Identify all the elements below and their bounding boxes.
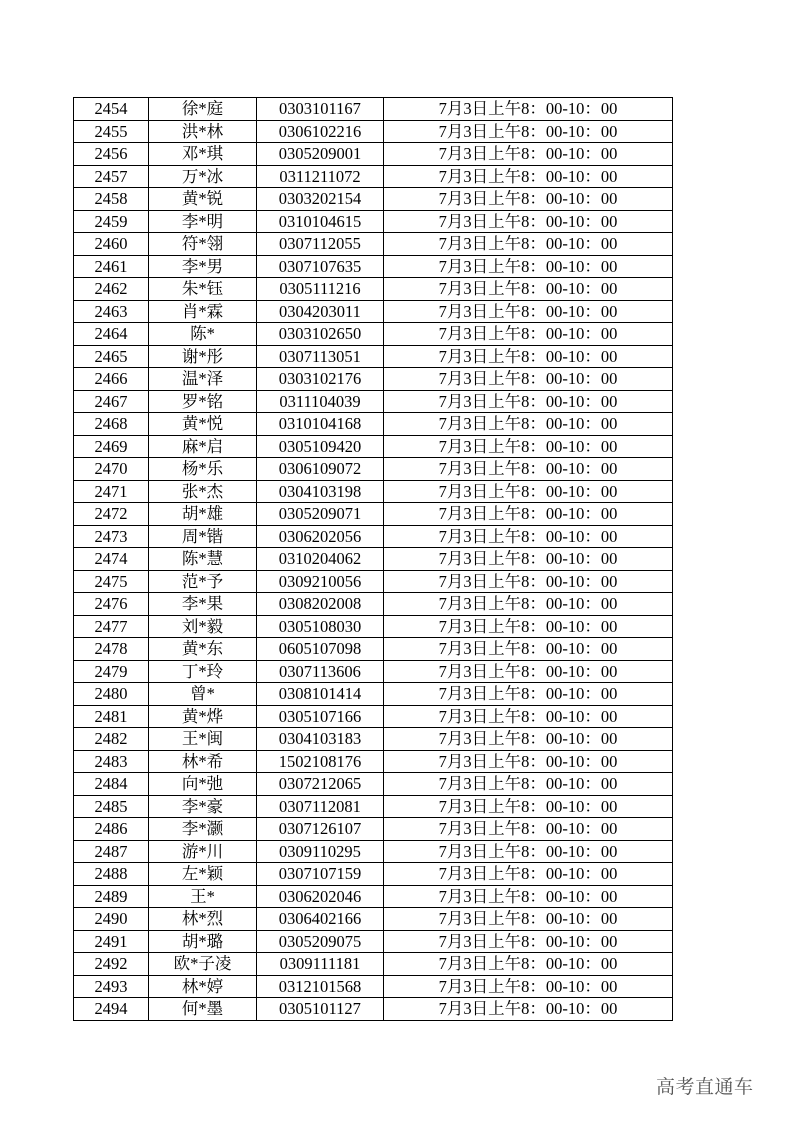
student-name-cell: 麻*启 [149, 435, 257, 458]
watermark-text: 高考直通车 [656, 1076, 754, 1098]
row-number-cell: 2470 [74, 458, 149, 481]
table-row [74, 345, 673, 368]
exam-time-cell: 7月3日上午8：00-10：00 [384, 503, 673, 526]
exam-time-cell: 7月3日上午8：00-10：00 [384, 233, 673, 256]
exam-time-cell: 7月3日上午8：00-10：00 [384, 773, 673, 796]
student-id-cell: 0304103198 [257, 480, 384, 503]
table-row [74, 705, 673, 728]
student-id-cell: 0307212065 [257, 773, 384, 796]
exam-time-cell: 7月3日上午8：00-10：00 [384, 908, 673, 931]
row-number-cell: 2472 [74, 503, 149, 526]
exam-time-cell: 7月3日上午8：00-10：00 [384, 390, 673, 413]
row-number-cell: 2468 [74, 413, 149, 436]
student-id-cell: 0305101127 [257, 998, 384, 1021]
table-row [74, 255, 673, 278]
row-number-cell: 2487 [74, 840, 149, 863]
student-name-cell: 向*弛 [149, 773, 257, 796]
student-name-cell: 林*婷 [149, 975, 257, 998]
student-name-cell: 黄*悦 [149, 413, 257, 436]
row-number-cell: 2491 [74, 930, 149, 953]
exam-time-cell: 7月3日上午8：00-10：00 [384, 750, 673, 773]
table-row [74, 278, 673, 301]
student-name-cell: 李*明 [149, 210, 257, 233]
exam-time-cell: 7月3日上午8：00-10：00 [384, 323, 673, 346]
student-name-cell: 朱*钰 [149, 278, 257, 301]
row-number-cell: 2463 [74, 300, 149, 323]
row-number-cell: 2466 [74, 368, 149, 391]
exam-time-cell: 7月3日上午8：00-10：00 [384, 683, 673, 706]
table-row [74, 863, 673, 886]
table-row [74, 413, 673, 436]
student-name-cell: 李*豪 [149, 795, 257, 818]
student-id-cell: 0305209075 [257, 930, 384, 953]
student-name-cell: 符*翎 [149, 233, 257, 256]
exam-time-cell: 7月3日上午8：00-10：00 [384, 728, 673, 751]
exam-time-cell: 7月3日上午8：00-10：00 [384, 300, 673, 323]
student-id-cell: 0311211072 [257, 165, 384, 188]
student-id-cell: 0307112055 [257, 233, 384, 256]
table-row [74, 300, 673, 323]
table-row [74, 165, 673, 188]
row-number-cell: 2483 [74, 750, 149, 773]
row-number-cell: 2477 [74, 615, 149, 638]
student-id-cell: 0306109072 [257, 458, 384, 481]
exam-time-cell: 7月3日上午8：00-10：00 [384, 210, 673, 233]
table-row [74, 638, 673, 661]
row-number-cell: 2460 [74, 233, 149, 256]
exam-time-cell: 7月3日上午8：00-10：00 [384, 278, 673, 301]
exam-time-cell: 7月3日上午8：00-10：00 [384, 120, 673, 143]
student-name-cell: 范*予 [149, 570, 257, 593]
table-row [74, 480, 673, 503]
exam-time-cell: 7月3日上午8：00-10：00 [384, 570, 673, 593]
student-id-cell: 0304103183 [257, 728, 384, 751]
student-name-cell: 陈* [149, 323, 257, 346]
row-number-cell: 2480 [74, 683, 149, 706]
exam-time-cell: 7月3日上午8：00-10：00 [384, 413, 673, 436]
table-row [74, 435, 673, 458]
table-row [74, 503, 673, 526]
row-number-cell: 2488 [74, 863, 149, 886]
student-name-cell: 黄*锐 [149, 188, 257, 211]
exam-schedule-table [73, 97, 673, 1021]
student-id-cell: 0306402166 [257, 908, 384, 931]
student-name-cell: 林*烈 [149, 908, 257, 931]
student-name-cell: 李*男 [149, 255, 257, 278]
student-id-cell: 0311104039 [257, 390, 384, 413]
row-number-cell: 2457 [74, 165, 149, 188]
exam-time-cell: 7月3日上午8：00-10：00 [384, 795, 673, 818]
table-row [74, 750, 673, 773]
student-name-cell: 王*闽 [149, 728, 257, 751]
table-row [74, 728, 673, 751]
table-row [74, 458, 673, 481]
student-id-cell: 0310104168 [257, 413, 384, 436]
row-number-cell: 2493 [74, 975, 149, 998]
row-number-cell: 2454 [74, 98, 149, 121]
row-number-cell: 2473 [74, 525, 149, 548]
row-number-cell: 2490 [74, 908, 149, 931]
student-name-cell: 徐*庭 [149, 98, 257, 121]
table-row [74, 143, 673, 166]
table-row [74, 233, 673, 256]
row-number-cell: 2492 [74, 953, 149, 976]
table-row [74, 548, 673, 571]
table-row [74, 98, 673, 121]
row-number-cell: 2489 [74, 885, 149, 908]
row-number-cell: 2467 [74, 390, 149, 413]
row-number-cell: 2471 [74, 480, 149, 503]
row-number-cell: 2475 [74, 570, 149, 593]
exam-time-cell: 7月3日上午8：00-10：00 [384, 188, 673, 211]
exam-time-cell: 7月3日上午8：00-10：00 [384, 660, 673, 683]
row-number-cell: 2485 [74, 795, 149, 818]
table-row [74, 840, 673, 863]
student-name-cell: 李*灏 [149, 818, 257, 841]
exam-time-cell: 7月3日上午8：00-10：00 [384, 458, 673, 481]
table-row [74, 120, 673, 143]
student-id-cell: 0309110295 [257, 840, 384, 863]
table-row [74, 683, 673, 706]
student-id-cell: 0305107166 [257, 705, 384, 728]
table-body [74, 98, 673, 1021]
exam-time-cell: 7月3日上午8：00-10：00 [384, 165, 673, 188]
student-name-cell: 王* [149, 885, 257, 908]
table-row [74, 660, 673, 683]
student-id-cell: 0308101414 [257, 683, 384, 706]
student-id-cell: 0307112081 [257, 795, 384, 818]
student-name-cell: 黄*烨 [149, 705, 257, 728]
row-number-cell: 2464 [74, 323, 149, 346]
student-id-cell: 0303202154 [257, 188, 384, 211]
student-id-cell: 0307113606 [257, 660, 384, 683]
student-name-cell: 丁*玲 [149, 660, 257, 683]
row-number-cell: 2456 [74, 143, 149, 166]
table-row [74, 188, 673, 211]
student-name-cell: 胡*雄 [149, 503, 257, 526]
student-name-cell: 谢*彤 [149, 345, 257, 368]
row-number-cell: 2461 [74, 255, 149, 278]
row-number-cell: 2465 [74, 345, 149, 368]
student-name-cell: 左*颖 [149, 863, 257, 886]
row-number-cell: 2494 [74, 998, 149, 1021]
exam-time-cell: 7月3日上午8：00-10：00 [384, 368, 673, 391]
student-id-cell: 0310204062 [257, 548, 384, 571]
row-number-cell: 2462 [74, 278, 149, 301]
student-name-cell: 周*锴 [149, 525, 257, 548]
table-row [74, 795, 673, 818]
student-id-cell: 0306102216 [257, 120, 384, 143]
row-number-cell: 2481 [74, 705, 149, 728]
student-name-cell: 陈*慧 [149, 548, 257, 571]
row-number-cell: 2476 [74, 593, 149, 616]
student-id-cell: 0303101167 [257, 98, 384, 121]
student-id-cell: 0305209001 [257, 143, 384, 166]
table-row [74, 323, 673, 346]
table-row [74, 773, 673, 796]
table-row [74, 953, 673, 976]
student-name-cell: 肖*霖 [149, 300, 257, 323]
student-name-cell: 刘*毅 [149, 615, 257, 638]
table-row [74, 908, 673, 931]
student-id-cell: 0305108030 [257, 615, 384, 638]
exam-time-cell: 7月3日上午8：00-10：00 [384, 255, 673, 278]
student-id-cell: 0605107098 [257, 638, 384, 661]
row-number-cell: 2469 [74, 435, 149, 458]
student-name-cell: 欧*子凌 [149, 953, 257, 976]
student-name-cell: 林*希 [149, 750, 257, 773]
exam-time-cell: 7月3日上午8：00-10：00 [384, 998, 673, 1021]
exam-time-cell: 7月3日上午8：00-10：00 [384, 638, 673, 661]
exam-time-cell: 7月3日上午8：00-10：00 [384, 548, 673, 571]
student-id-cell: 1502108176 [257, 750, 384, 773]
student-id-cell: 0305109420 [257, 435, 384, 458]
student-name-cell: 洪*林 [149, 120, 257, 143]
student-name-cell: 张*杰 [149, 480, 257, 503]
exam-time-cell: 7月3日上午8：00-10：00 [384, 885, 673, 908]
exam-time-cell: 7月3日上午8：00-10：00 [384, 345, 673, 368]
student-name-cell: 何*墨 [149, 998, 257, 1021]
student-id-cell: 0305111216 [257, 278, 384, 301]
row-number-cell: 2478 [74, 638, 149, 661]
student-name-cell: 游*川 [149, 840, 257, 863]
student-name-cell: 曾* [149, 683, 257, 706]
student-id-cell: 0307107635 [257, 255, 384, 278]
student-id-cell: 0307107159 [257, 863, 384, 886]
student-id-cell: 0307126107 [257, 818, 384, 841]
row-number-cell: 2484 [74, 773, 149, 796]
row-number-cell: 2455 [74, 120, 149, 143]
student-name-cell: 黄*东 [149, 638, 257, 661]
table-row [74, 615, 673, 638]
student-id-cell: 0305209071 [257, 503, 384, 526]
student-id-cell: 0312101568 [257, 975, 384, 998]
row-number-cell: 2482 [74, 728, 149, 751]
student-id-cell: 0310104615 [257, 210, 384, 233]
student-name-cell: 李*果 [149, 593, 257, 616]
student-id-cell: 0309111181 [257, 953, 384, 976]
table-row [74, 818, 673, 841]
exam-time-cell: 7月3日上午8：00-10：00 [384, 435, 673, 458]
row-number-cell: 2474 [74, 548, 149, 571]
exam-time-cell: 7月3日上午8：00-10：00 [384, 930, 673, 953]
table-row [74, 885, 673, 908]
student-id-cell: 0309210056 [257, 570, 384, 593]
exam-time-cell: 7月3日上午8：00-10：00 [384, 863, 673, 886]
exam-time-cell: 7月3日上午8：00-10：00 [384, 953, 673, 976]
exam-time-cell: 7月3日上午8：00-10：00 [384, 818, 673, 841]
student-id-cell: 0304203011 [257, 300, 384, 323]
exam-time-cell: 7月3日上午8：00-10：00 [384, 98, 673, 121]
table-row [74, 210, 673, 233]
student-name-cell: 万*冰 [149, 165, 257, 188]
table-row [74, 975, 673, 998]
student-name-cell: 温*泽 [149, 368, 257, 391]
exam-time-cell: 7月3日上午8：00-10：00 [384, 975, 673, 998]
row-number-cell: 2486 [74, 818, 149, 841]
table-row [74, 930, 673, 953]
student-id-cell: 0303102176 [257, 368, 384, 391]
exam-time-cell: 7月3日上午8：00-10：00 [384, 840, 673, 863]
table-row [74, 525, 673, 548]
row-number-cell: 2458 [74, 188, 149, 211]
table-row [74, 998, 673, 1021]
row-number-cell: 2459 [74, 210, 149, 233]
exam-time-cell: 7月3日上午8：00-10：00 [384, 593, 673, 616]
table-row [74, 593, 673, 616]
table-row [74, 390, 673, 413]
student-name-cell: 邓*琪 [149, 143, 257, 166]
exam-time-cell: 7月3日上午8：00-10：00 [384, 705, 673, 728]
student-id-cell: 0306202056 [257, 525, 384, 548]
student-id-cell: 0303102650 [257, 323, 384, 346]
student-id-cell: 0308202008 [257, 593, 384, 616]
student-name-cell: 杨*乐 [149, 458, 257, 481]
table-row [74, 368, 673, 391]
exam-time-cell: 7月3日上午8：00-10：00 [384, 525, 673, 548]
student-id-cell: 0306202046 [257, 885, 384, 908]
student-name-cell: 胡*璐 [149, 930, 257, 953]
exam-time-cell: 7月3日上午8：00-10：00 [384, 615, 673, 638]
exam-time-cell: 7月3日上午8：00-10：00 [384, 480, 673, 503]
row-number-cell: 2479 [74, 660, 149, 683]
table-row [74, 570, 673, 593]
exam-time-cell: 7月3日上午8：00-10：00 [384, 143, 673, 166]
student-id-cell: 0307113051 [257, 345, 384, 368]
student-name-cell: 罗*铭 [149, 390, 257, 413]
